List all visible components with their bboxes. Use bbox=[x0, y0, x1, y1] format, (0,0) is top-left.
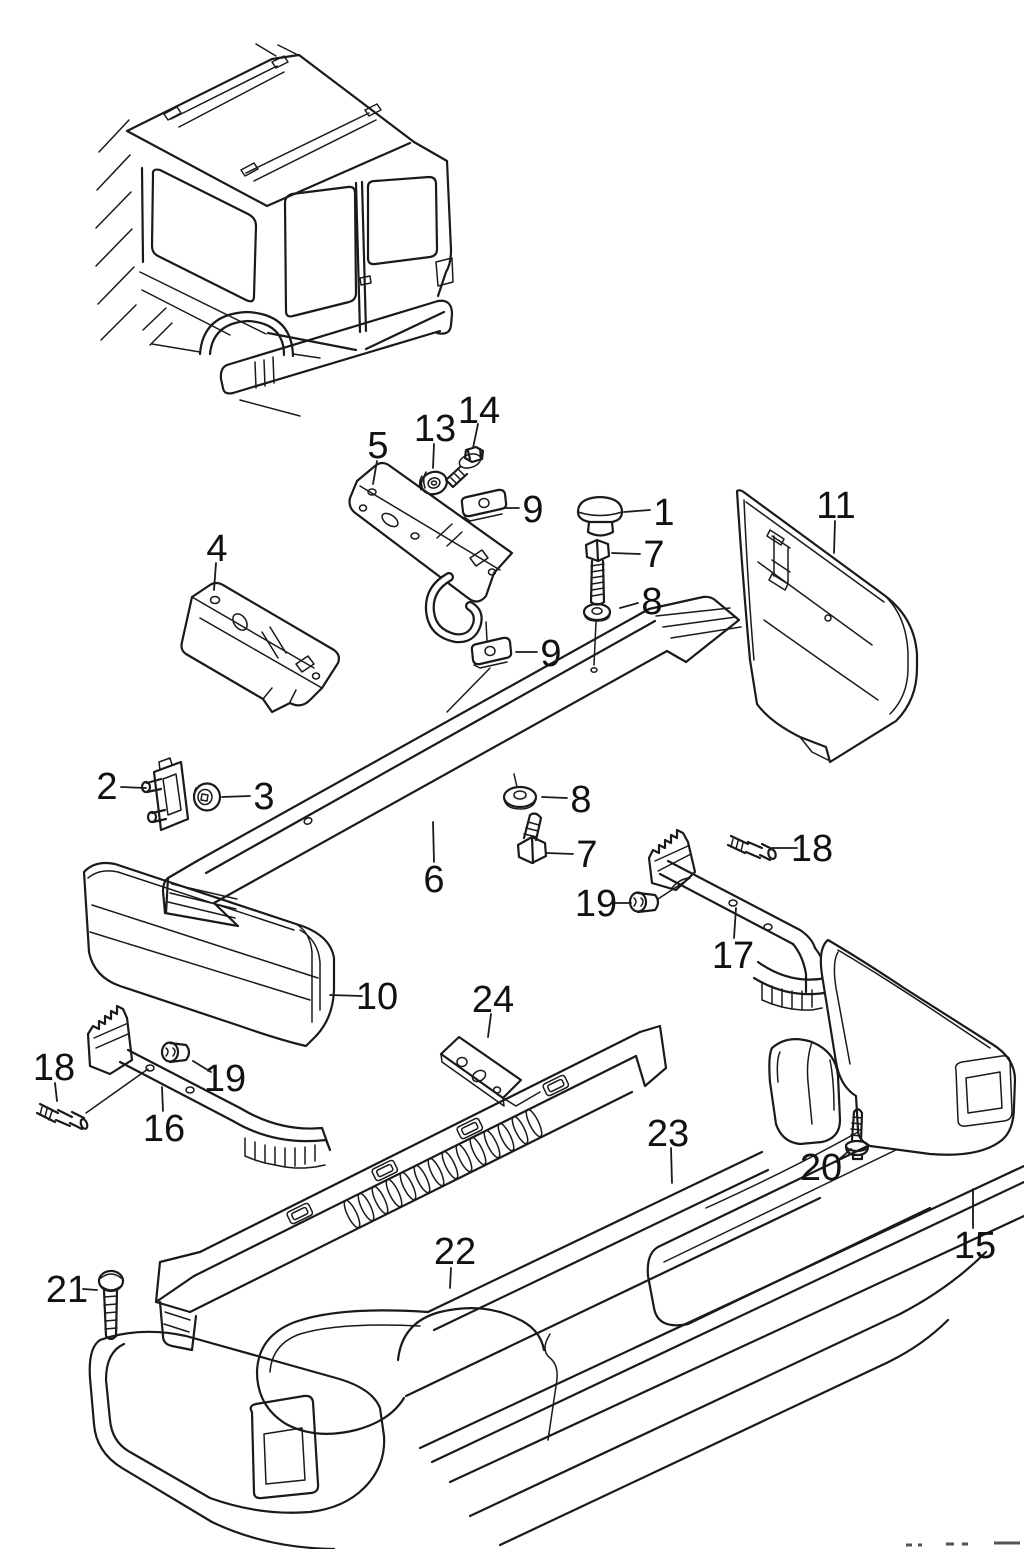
part-10-bumper-corner-left bbox=[84, 863, 334, 1046]
callout-label-10: 10 bbox=[355, 976, 399, 1018]
callout-label-20: 20 bbox=[799, 1147, 843, 1189]
callout-label-7-lower: 7 bbox=[576, 834, 598, 876]
impact-absorber-corner-block-right bbox=[769, 1039, 840, 1144]
callout-label-18-left: 18 bbox=[32, 1047, 76, 1089]
part-15-bumper-cover bbox=[90, 940, 1024, 1549]
part-9-clip-nut-upper bbox=[462, 490, 506, 521]
part-18-threaded-stud-right bbox=[728, 836, 777, 860]
part-5-bumper-bracket bbox=[350, 463, 513, 641]
callout-label-16: 16 bbox=[142, 1108, 186, 1150]
part-18-threaded-stud-left bbox=[37, 1104, 89, 1130]
callout-label-6: 6 bbox=[423, 859, 445, 901]
callout-label-24: 24 bbox=[471, 979, 515, 1021]
part-21-round-head-screw bbox=[99, 1271, 123, 1339]
part-3-grommet bbox=[194, 784, 220, 811]
callout-label-8-upper: 8 bbox=[641, 581, 663, 623]
part-14-hex-bolt bbox=[446, 447, 483, 487]
part-2-retainer-clip bbox=[142, 758, 188, 830]
callout-label-18-right: 18 bbox=[790, 828, 834, 870]
part-4-bumper-bracket bbox=[182, 583, 339, 712]
callout-label-1: 1 bbox=[653, 492, 675, 534]
callout-label-15: 15 bbox=[953, 1225, 997, 1267]
callout-label-14: 14 bbox=[457, 390, 501, 432]
callout-label-4: 4 bbox=[206, 528, 228, 570]
callout-label-7-upper: 7 bbox=[643, 534, 665, 576]
part-11-bumper-end-cap bbox=[737, 490, 917, 762]
part-9-clip-nut-lower bbox=[447, 638, 511, 712]
part-8-washer-lower bbox=[504, 774, 536, 809]
callout-label-3: 3 bbox=[253, 776, 275, 818]
part-19-cap-nut-left bbox=[162, 1043, 189, 1063]
callout-label-13: 13 bbox=[413, 408, 457, 450]
cropped-footer-marks bbox=[906, 1543, 1020, 1545]
callout-label-5: 5 bbox=[367, 425, 389, 467]
callout-label-21: 21 bbox=[45, 1269, 89, 1311]
callout-label-22: 22 bbox=[433, 1231, 477, 1273]
callout-label-11: 11 bbox=[816, 485, 856, 527]
callout-label-19-right: 19 bbox=[574, 883, 618, 925]
callout-label-8-lower: 8 bbox=[570, 779, 592, 821]
callout-label-17: 17 bbox=[711, 935, 755, 977]
van-rear-view-illustration bbox=[96, 44, 453, 416]
callout-label-9-upper: 9 bbox=[522, 489, 544, 531]
part-24-mounting-bracket bbox=[441, 1037, 540, 1106]
part-7-hex-bolt-upper bbox=[586, 540, 609, 605]
part-7-hex-bolt-lower bbox=[518, 814, 546, 863]
callout-label-9-lower: 9 bbox=[540, 633, 562, 675]
callout-label-19-left: 19 bbox=[203, 1058, 247, 1100]
part-19-cap-nut-right bbox=[630, 893, 658, 913]
callout-label-2: 2 bbox=[96, 766, 118, 808]
part-1-cover-cap bbox=[578, 497, 622, 536]
callout-label-23: 23 bbox=[646, 1113, 690, 1155]
